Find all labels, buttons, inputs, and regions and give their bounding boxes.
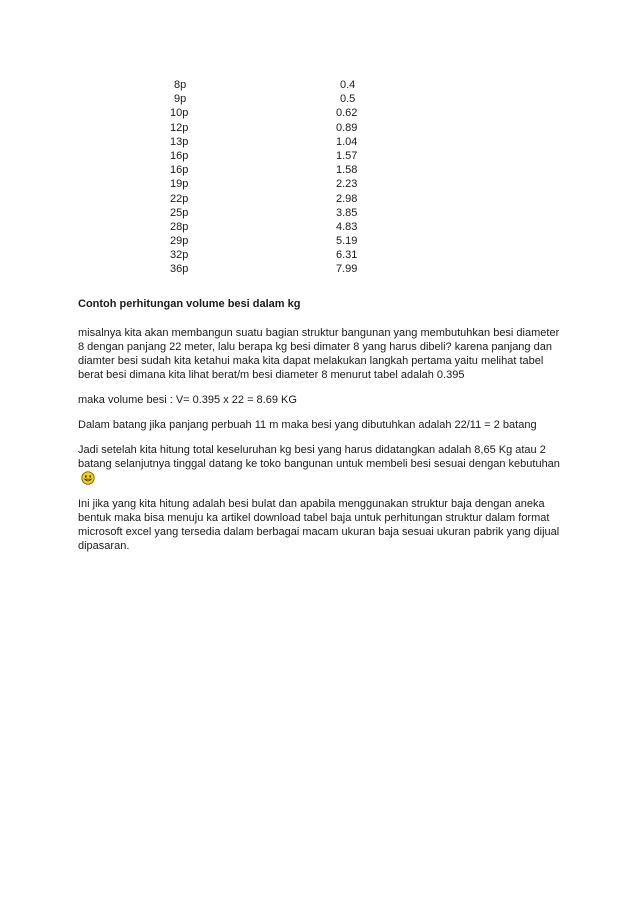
paragraph-steel-note: Ini jika yang kita hitung adalah besi bulat dan apabila menggunakan struktur baja dengan aneka bentuk maka bisa menuju ka artikel download tabel baja untuk perhitungan struktur dalam format microsoft excel yang tersedia dalam berbagai macam ukuran baja sesuai ukuran pabrik yang dijual dipasaran. bbox=[78, 498, 560, 552]
table-row bbox=[140, 234, 400, 248]
table-cell-size: 16p bbox=[170, 164, 189, 177]
paragraph-volume-formula: maka volume besi : V= 0.395 x 22 = 8.69 KG bbox=[78, 394, 297, 406]
smiley-icon bbox=[81, 471, 95, 485]
table-cell-weight: 1.04 bbox=[336, 135, 358, 148]
table-cell-size: 9p bbox=[174, 93, 187, 106]
article-body bbox=[78, 297, 568, 564]
rebar-weight-table bbox=[140, 78, 400, 277]
table-cell-size: 19p bbox=[170, 178, 189, 191]
table-row bbox=[140, 206, 400, 220]
table-cell-weight: 1.58 bbox=[336, 164, 358, 177]
section-heading: Contoh perhitungan volume besi dalam kg bbox=[78, 298, 301, 310]
table-cell-weight: 7.99 bbox=[336, 263, 358, 276]
table-cell-size: 36p bbox=[170, 263, 189, 276]
table-row bbox=[140, 220, 400, 234]
paragraph-conclusion-text: Jadi setelah kita hitung total keseluruhan kg besi yang harus didatangkan adalah 8,65 Kg atau 2 batang selanjutnya tinggal datang ke toko bangunan untuk membeli besi sesuai dengan kebutuhan bbox=[78, 444, 560, 470]
table-cell-size: 29p bbox=[170, 235, 189, 248]
table-row bbox=[140, 192, 400, 206]
table-row bbox=[140, 163, 400, 177]
table-row bbox=[140, 92, 400, 106]
table-cell-size: 12p bbox=[170, 121, 189, 134]
table-cell-size: 10p bbox=[170, 107, 189, 120]
table-cell-size: 8p bbox=[174, 79, 187, 91]
table-cell-weight: 4.83 bbox=[336, 220, 358, 233]
table-row bbox=[140, 262, 400, 276]
table-row bbox=[140, 78, 400, 92]
table-cell-size: 28p bbox=[170, 220, 189, 233]
table-row bbox=[140, 106, 400, 120]
table-row bbox=[140, 135, 400, 149]
table-row bbox=[140, 248, 400, 262]
table-cell-size: 13p bbox=[170, 135, 189, 148]
table-cell-size: 25p bbox=[170, 206, 189, 219]
table-cell-weight: 0.62 bbox=[336, 107, 358, 120]
table-cell-weight: 2.23 bbox=[336, 178, 358, 191]
table-cell-weight: 5.19 bbox=[336, 235, 358, 248]
table-row bbox=[140, 177, 400, 191]
table-cell-size: 22p bbox=[170, 192, 189, 205]
table-cell-weight: 1.57 bbox=[336, 149, 358, 162]
table-row bbox=[140, 149, 400, 163]
table-cell-weight: 0.5 bbox=[340, 93, 356, 106]
paragraph-conclusion bbox=[78, 443, 568, 486]
table-cell-weight: 2.98 bbox=[336, 192, 358, 205]
table-cell-weight: 0.4 bbox=[340, 79, 356, 91]
table-cell-weight: 0.89 bbox=[336, 121, 358, 134]
table-cell-weight: 3.85 bbox=[336, 206, 358, 219]
table-cell-size: 32p bbox=[170, 249, 189, 262]
table-cell-size: 16p bbox=[170, 149, 189, 162]
table-row bbox=[140, 121, 400, 135]
paragraph-example: misalnya kita akan membangun suatu bagian struktur bangunan yang membutuhkan besi diameter 8 dengan panjang 22 meter, lalu berapa kg besi dimater 8 yang harus dibeli? karena panjang dan diamter besi sudah kita ketahui maka kita dapat melakukan langkah pertama yaitu melihat tabel berat besi dimana kita lihat berat/m besi diameter 8 menurut tabel adalah 0.395 bbox=[78, 327, 560, 381]
paragraph-bar-count: Dalam batang jika panjang perbuah 11 m maka besi yang dibutuhkan adalah 22/11 = 2 batang bbox=[78, 419, 537, 431]
table-cell-weight: 6.31 bbox=[336, 249, 358, 262]
